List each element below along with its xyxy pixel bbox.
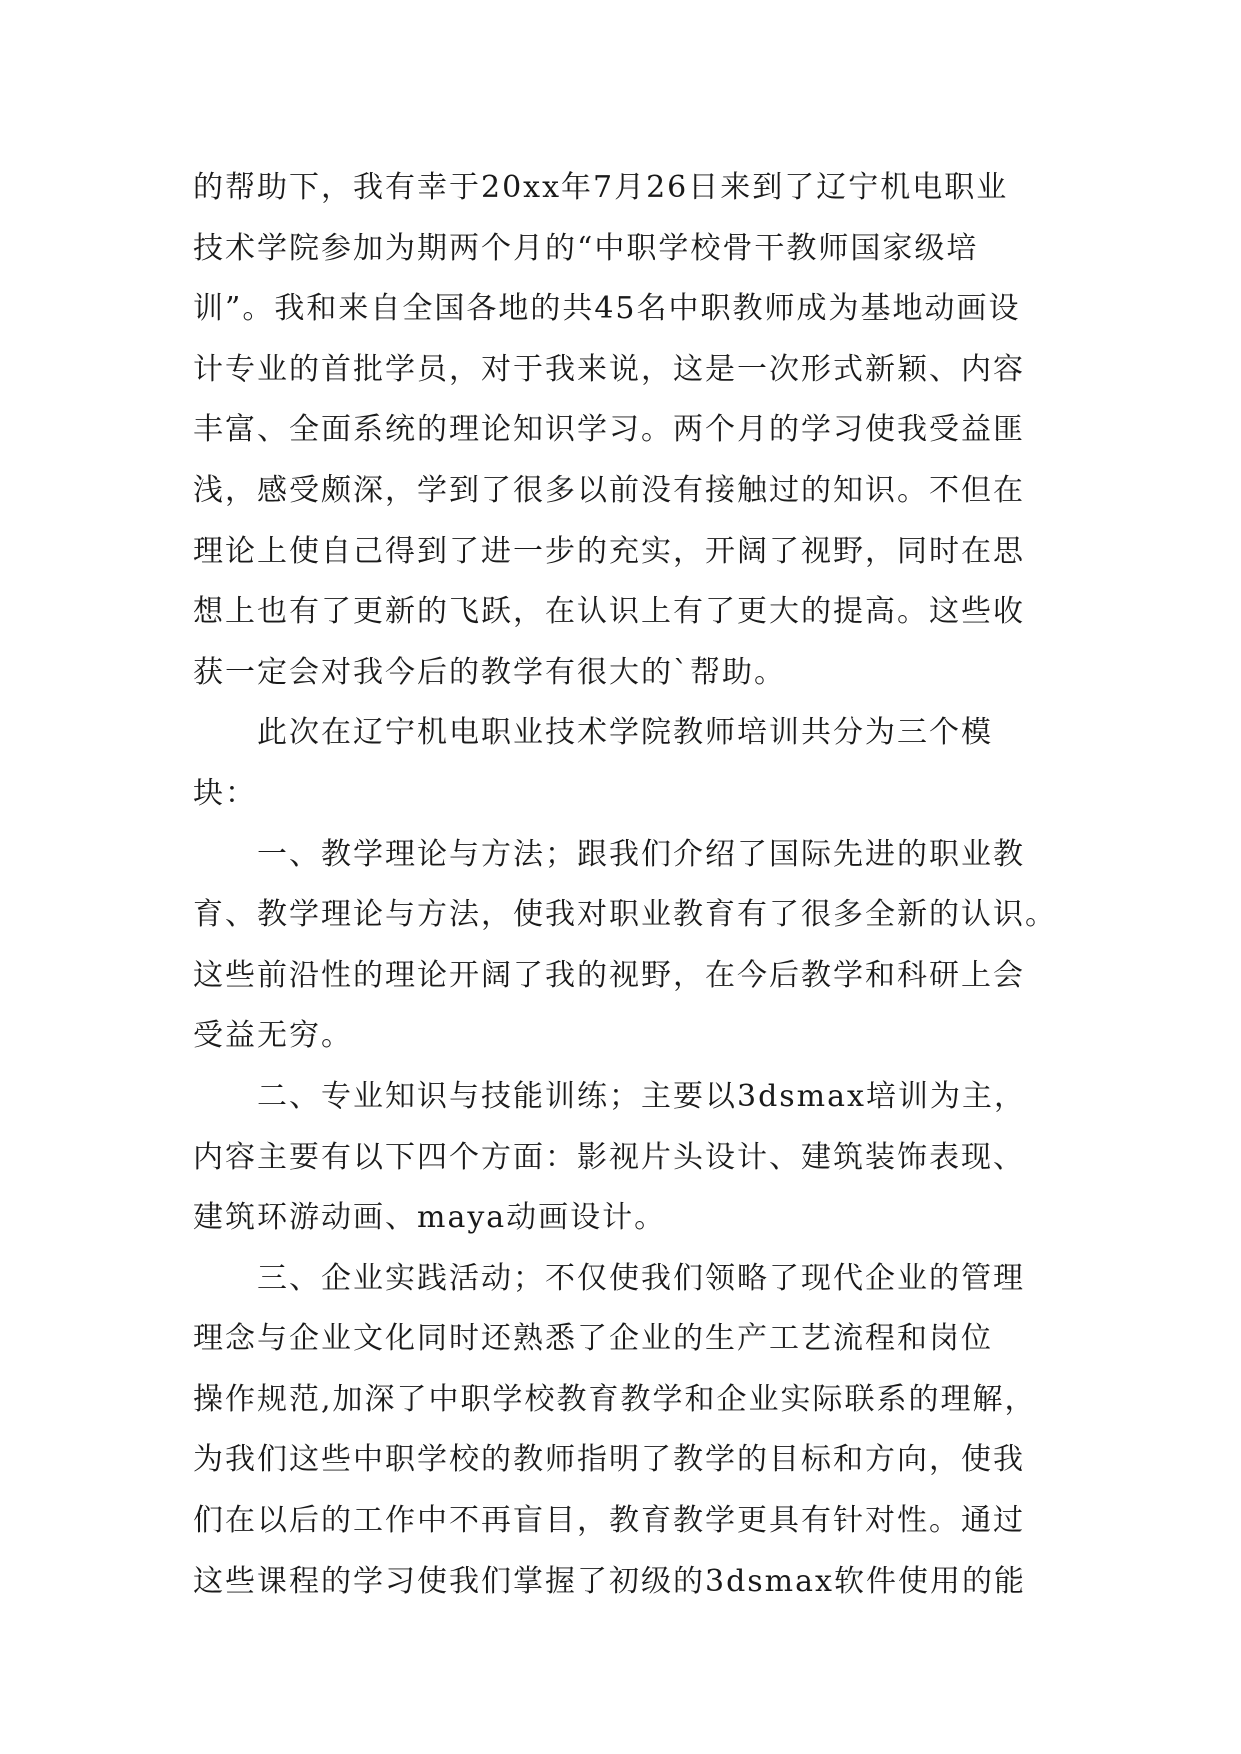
text-line: 技术学院参加为期两个月的“中职学校骨干教师国家级培 bbox=[193, 230, 979, 266]
text-line: 获一定会对我今后的教学有很大的`帮助。 bbox=[193, 654, 786, 690]
paragraph-4 bbox=[193, 1067, 1053, 1249]
paragraph-1 bbox=[193, 158, 1053, 703]
text-line: 受益无穷。 bbox=[193, 1018, 353, 1054]
text-line: 为我们这些中职学校的教师指明了教学的目标和方向，使我 bbox=[193, 1442, 1025, 1478]
text-line: 此次在辽宁机电职业技术学院教师培训共分为三个模 bbox=[257, 715, 993, 751]
text-line: 丰富、全面系统的理论知识学习。两个月的学习使我受益匪 bbox=[193, 412, 1025, 448]
text-line: 想上也有了更新的飞跃，在认识上有了更大的提高。这些收 bbox=[193, 594, 1025, 630]
text-line: 育、教学理论与方法，使我对职业教育有了很多全新的认识。 bbox=[193, 897, 1057, 933]
text-line: 操作规范,加深了中职学校教育教学和企业实际联系的理解， bbox=[193, 1381, 1037, 1417]
text-line: 的帮助下，我有幸于20xx年7月26日来到了辽宁机电职业 bbox=[193, 170, 1009, 205]
paragraph-3 bbox=[193, 825, 1057, 1067]
text-line: 理论上使自己得到了进一步的充实，开阔了视野，同时在思 bbox=[193, 533, 1025, 569]
text-line: 二、专业知识与技能训练；主要以3dsmax培训为主， bbox=[257, 1078, 1026, 1114]
text-line: 训”。我和来自全国各地的共45名中职教师成为基地动画设 bbox=[193, 291, 1021, 327]
text-line: 建筑环游动画、maya动画设计。 bbox=[193, 1200, 667, 1236]
text-line: 计专业的首批学员，对于我来说，这是一次形式新颖、内容 bbox=[193, 351, 1025, 387]
paragraph-2 bbox=[193, 703, 1053, 824]
text-line: 内容主要有以下四个方面：影视片头设计、建筑装饰表现、 bbox=[193, 1139, 1025, 1175]
text-line: 这些课程的学习使我们掌握了初级的3dsmax软件使用的能 bbox=[193, 1563, 1026, 1599]
text-line: 理念与企业文化同时还熟悉了企业的生产工艺流程和岗位 bbox=[193, 1321, 993, 1357]
document-body bbox=[193, 158, 1057, 1612]
paragraph-5 bbox=[193, 1249, 1053, 1613]
text-line: 三、企业实践活动；不仅使我们领略了现代企业的管理 bbox=[257, 1260, 1025, 1296]
text-line: 块： bbox=[193, 775, 257, 811]
text-line: 一、教学理论与方法；跟我们介绍了国际先进的职业教 bbox=[257, 836, 1025, 872]
text-line: 浅，感受颇深，学到了很多以前没有接触过的知识。不但在 bbox=[193, 472, 1025, 508]
text-line: 这些前沿性的理论开阔了我的视野，在今后教学和科研上会 bbox=[193, 957, 1025, 993]
text-line: 们在以后的工作中不再盲目，教育教学更具有针对性。通过 bbox=[193, 1503, 1025, 1539]
